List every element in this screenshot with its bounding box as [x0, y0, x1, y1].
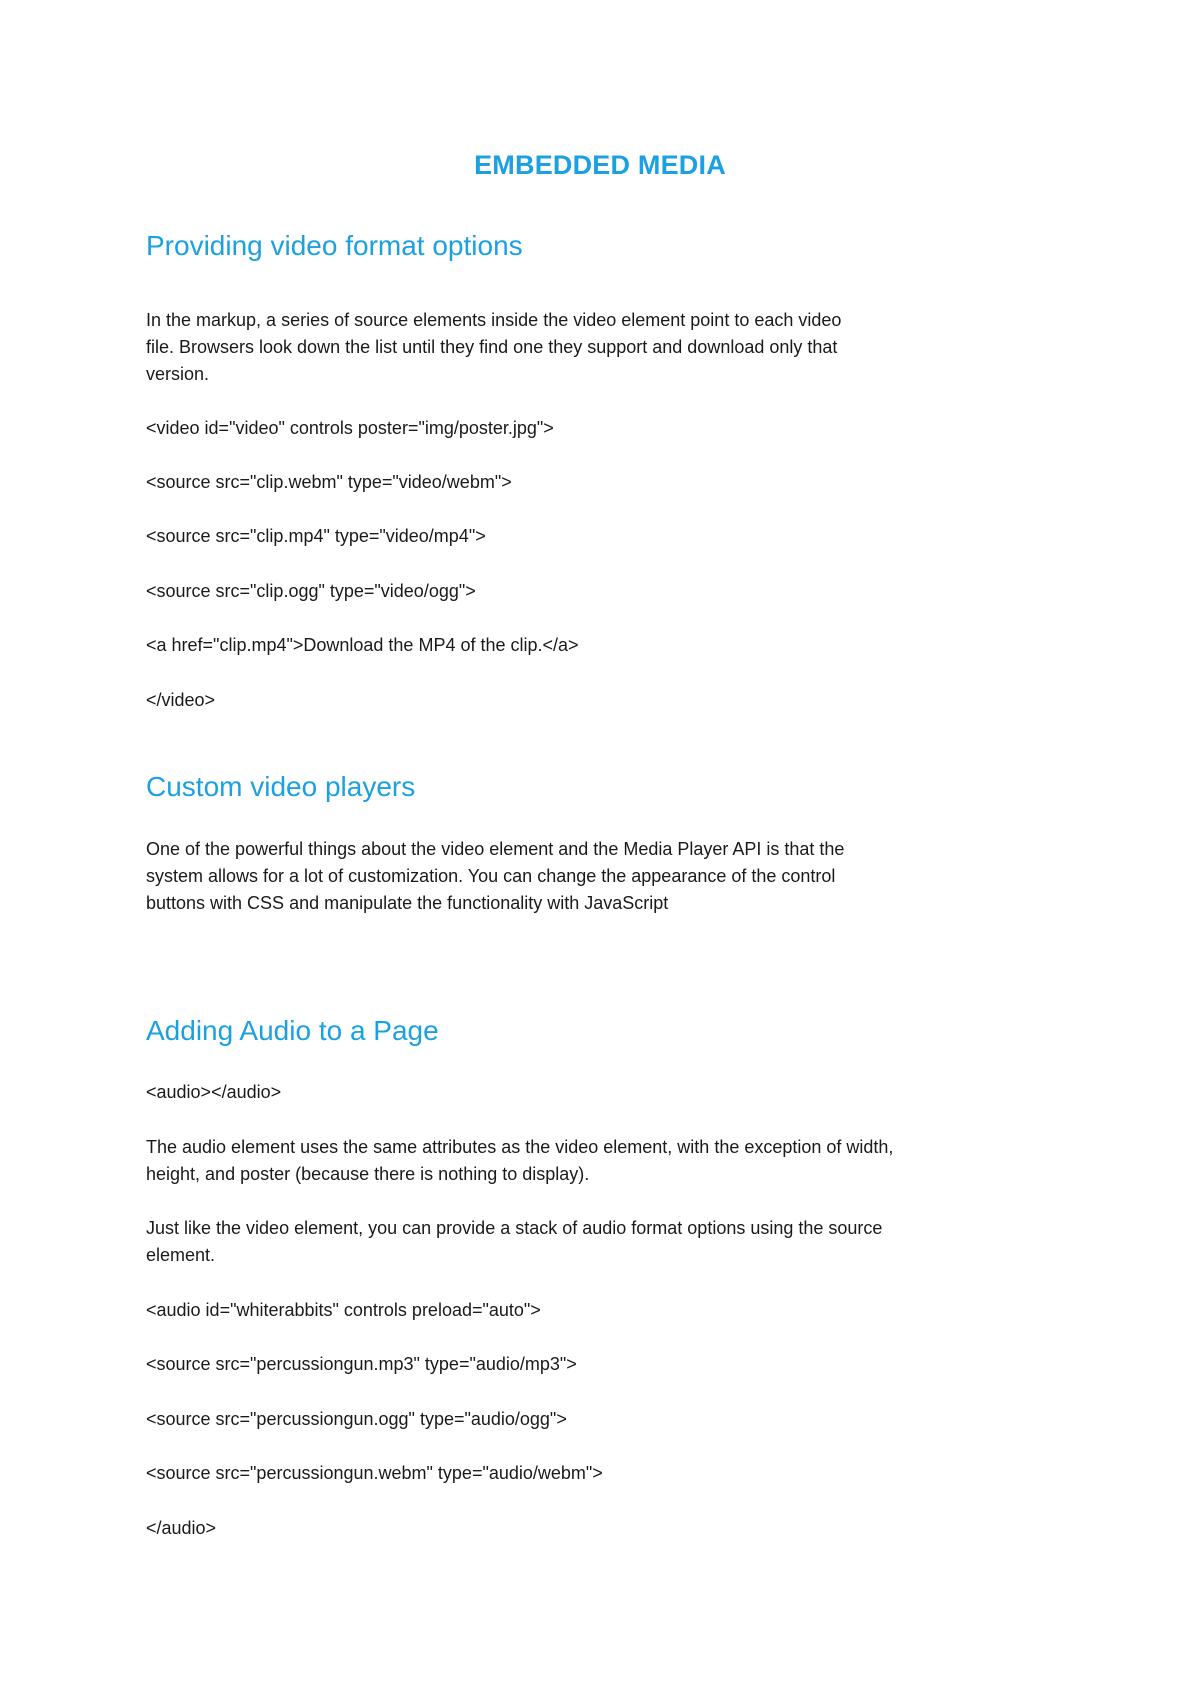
section-heading-custom-players: Custom video players — [146, 771, 416, 802]
document-title: EMBEDDED MEDIA — [474, 150, 726, 180]
code-line: </audio> — [146, 1518, 217, 1538]
code-line: <source src="percussiongun.ogg" type="audio/ogg"> — [146, 1409, 567, 1429]
paragraph-line: height, and poster (because there is nothing to display). — [146, 1164, 590, 1184]
code-line: <audio id="whiterabbits" controls preload="auto"> — [146, 1300, 541, 1320]
paragraph-line: In the markup, a series of source elements inside the video element point to each video — [146, 310, 842, 330]
paragraph-line: The audio element uses the same attributes as the video element, with the exception of width, — [146, 1137, 894, 1157]
code-line: <source src="clip.webm" type="video/webm"> — [146, 472, 512, 492]
paragraph-line: version. — [146, 364, 210, 384]
code-line: <source src="clip.mp4" type="video/mp4"> — [146, 526, 486, 546]
paragraph-line: file. Browsers look down the list until they find one they support and download only that — [146, 337, 838, 357]
code-line: <video id="video" controls poster="img/poster.jpg"> — [146, 418, 554, 438]
code-line: <a href="clip.mp4">Download the MP4 of the clip.</a> — [146, 635, 579, 655]
paragraph-line: system allows for a lot of customization. You can change the appearance of the control — [146, 866, 836, 886]
code-line: <audio></audio> — [146, 1082, 282, 1102]
paragraph-line: One of the powerful things about the video element and the Media Player API is that the — [146, 839, 845, 859]
code-line: </video> — [146, 690, 216, 710]
paragraph-line: Just like the video element, you can provide a stack of audio format options using the source — [146, 1218, 883, 1238]
paragraph-line: element. — [146, 1245, 216, 1265]
section-heading-adding-audio: Adding Audio to a Page — [146, 1015, 439, 1046]
section-heading-video-formats: Providing video format options — [146, 230, 523, 261]
code-line: <source src="percussiongun.webm" type="audio/webm"> — [146, 1463, 603, 1483]
code-line: <source src="clip.ogg" type="video/ogg"> — [146, 581, 476, 601]
code-line: <source src="percussiongun.mp3" type="audio/mp3"> — [146, 1354, 577, 1374]
paragraph-line: buttons with CSS and manipulate the functionality with JavaScript — [146, 893, 669, 913]
